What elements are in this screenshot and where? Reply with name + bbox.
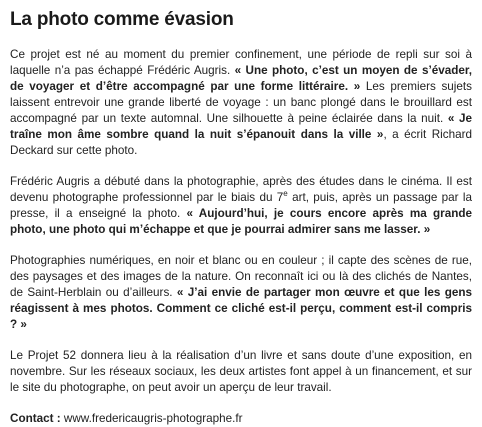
paragraph-3-quote-1: « J’ai envie de partager mon œuvre et que les gens réagissent à mes photos. Comment ce cliché est-il perçu, comment est-il compris ? » [10,286,472,331]
paragraph-1-text-1: Ce projet est né au moment du premier confinement, une période de repli sur soi à laquelle n’a pas échappé Frédéric Augris. [10,48,472,77]
paragraph-1-text-3: , a écrit Richard Deckard sur cette photo. [10,128,473,157]
paragraph-2-quote-1: « Aujourd’hui, je cours encore après ma grande photo, une photo qui m’échappe et que je pourrai admirer sans me lasser. » [10,207,472,236]
paragraph-3-text-1: Photographies numériques, en noir et blanc ou en couleur ; il capte des scènes de rue, des paysages et des images de la nature. On reconnaît ici ou là des clichés de Nantes, de Saint-Herblain ou d’ailleurs. [10,254,472,299]
paragraph-2-superscript: e [283,189,288,199]
paragraph-3 [10,253,472,333]
paragraph-1-quote-2: « Je traîne mon âme sombre quand la nuit s’épanouit dans la ville » [10,112,473,141]
paragraph-1-text-2: Les premiers sujets laissent entrevoir une grande liberté de voyage : un banc plongé dans le brouillard est accompagné par un texte automnal. Une silhouette à peine éclairée dans la nuit. [10,80,472,125]
contact-line [10,411,472,427]
paragraph-4 [10,348,472,396]
contact-label: Contact : [10,412,61,425]
paragraph-2-text-2: art, puis, après un passage par la presse, il a enseigné la photo. [10,191,472,220]
paragraph-4-text-1: Le Projet 52 donnera lieu à la réalisation d’un livre et sans doute d’une exposition, en novembre. Sur les réseaux sociaux, les deux artistes font appel à un financement, et sur le site du photographe, on peut avoir un aperçu de leur travail. [10,349,472,394]
article-title: La photo comme évasion [10,9,234,30]
paragraph-2-text-1: Frédéric Augris a débuté dans la photographie, après des études dans le cinéma. Il est devenu photographe professionnel par le biais du 7 [10,175,472,204]
paragraph-2 [10,174,472,238]
paragraph-1-quote-1: « Une photo, c’est un moyen de s’évader, de voyager et d’être accompagné par une forme littéraire. » [10,64,472,93]
paragraph-1 [10,47,472,159]
contact-link[interactable]: www.fredericaugris-photographe.fr [63,412,243,425]
